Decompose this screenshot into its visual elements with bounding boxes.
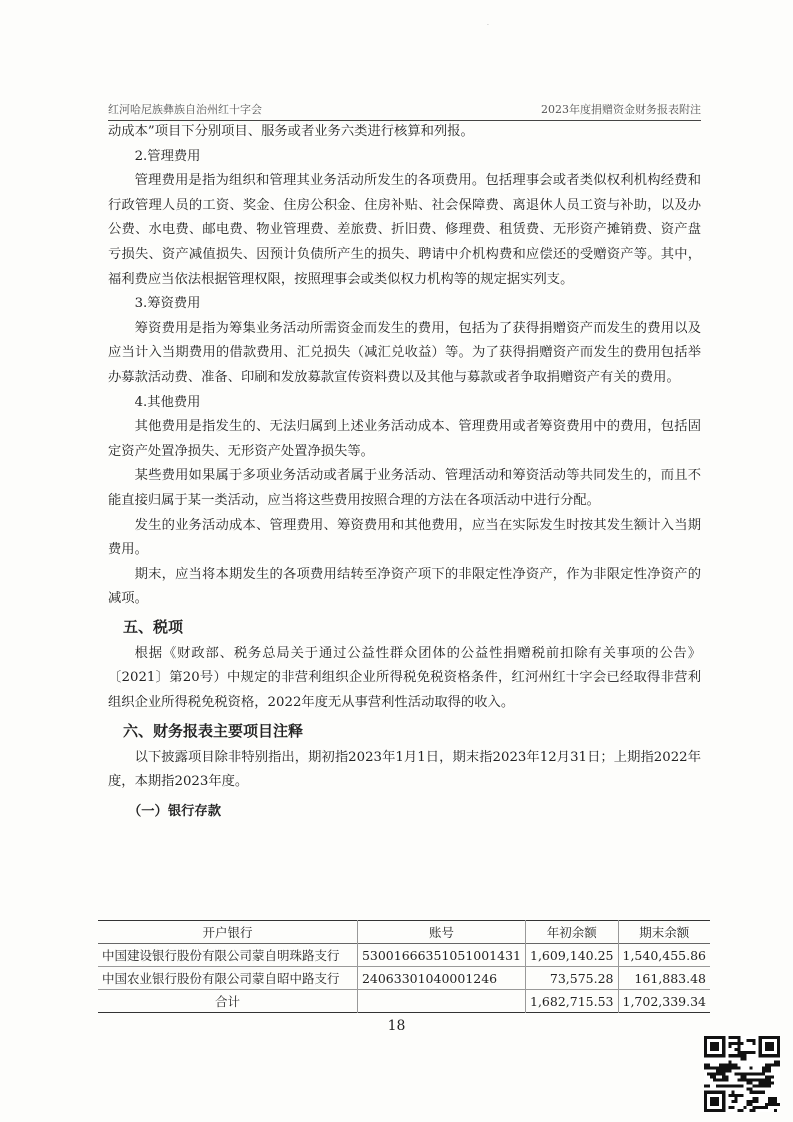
paragraph: 4.其他费用 <box>134 394 201 410</box>
paragraph: 以下披露项目除非特别指出，期初指2023年1月1日，期末指2023年12月31日；上期指2022年度，本期指2023年度。 <box>108 749 701 790</box>
paragraph: 3.筹资费用 <box>134 296 201 312</box>
paragraph: 筹资费用是指为筹集业务活动所需资金而发生的费用，包括为了获得捐赠资产而发生的费用以及应当计入当期费用的借款费用、汇兑损失（减汇兑收益）等。为了获得捐赠资产而发生的费用包括举办募款活动费、准备、印刷和发放募款宣传资料费以及其他与募款或者争取捐赠资产有关的费用。 <box>108 320 701 385</box>
col-closing: 期末余额 <box>618 921 710 944</box>
cell-closing: 1,540,455.86 <box>618 944 710 967</box>
table-total-row <box>98 990 710 1013</box>
cell-closing: 161,883.48 <box>618 967 710 990</box>
cell-opening: 1,609,140.25 <box>526 944 619 967</box>
page-number: 18 <box>387 1018 406 1034</box>
table-row <box>98 944 710 967</box>
paragraph: 2.管理费用 <box>134 148 201 164</box>
paragraph: 管理费用是指为组织和管理其业务活动所发生的各项费用。包括理事会或者类似权利机构经费和行政管理人员的工资、奖金、住房公积金、住房补贴、社会保障费、离退休人员工资与补助，以及办公费、水电费、邮电费、物业管理费、差旅费、折旧费、修理费、租赁费、无形资产摊销费、资产盘亏损失、资产减值损失、因预计负债所产生的损失、聘请中介机构费和应偿还的受赠资产等。其中，福利费应当依法根据管理权限，按照理事会或类似权力机构等的规定据实列支。 <box>108 173 701 287</box>
paragraph: 根据《财政部、税务总局关于通过公益性群众团体的公益性捐赠税前扣除有关事项的公告》〔2021〕第20号）中规定的非营利组织企业所得税免税资格条件，红河州红十字会已经取得非营利组织企业所得税免税资格，2022年度无从事营利性活动取得的收入。 <box>108 645 701 711</box>
subsection-heading: （一）银行存款 <box>127 803 222 819</box>
table-row <box>98 967 710 990</box>
section-heading: 六、财务报表主要项目注释 <box>123 721 304 740</box>
bank-deposit-table <box>98 920 710 1013</box>
cell-bank: 合计 <box>214 994 240 1009</box>
paragraph: 发生的业务活动成本、管理费用、筹资费用和其他费用，应当在实际发生时按其发生额计入当期费用。 <box>108 517 701 558</box>
paragraph: 其他费用是指发生的、无法归属到上述业务活动成本、管理费用或者筹资费用中的费用，包括固定资产处置净损失、无形资产处置净损失等。 <box>108 419 701 459</box>
header-title: 2023年度捐赠资金财务报表附注 <box>541 103 701 116</box>
section-heading: 五、税项 <box>123 617 184 636</box>
table-header-row <box>98 921 710 944</box>
cell-opening: 73,575.28 <box>526 967 619 990</box>
cell-bank: 中国农业银行股份有限公司蒙自昭中路支行 <box>102 971 340 986</box>
paragraph: 动成本”项目下分别项目、服务或者业务六类进行核算和列报。 <box>108 124 474 139</box>
page-header <box>108 100 701 121</box>
cell-account: 53001666351051001431 <box>357 944 525 967</box>
cell-account <box>357 990 525 1013</box>
header-org: 红河哈尼族彝族自治州红十字会 <box>108 103 262 116</box>
cell-opening: 1,682,715.53 <box>526 990 619 1013</box>
cell-closing: 1,702,339.34 <box>618 990 710 1013</box>
col-account: 账号 <box>357 921 525 944</box>
col-opening: 年初余额 <box>526 921 619 944</box>
body-text <box>108 120 701 827</box>
qr-code <box>704 1036 780 1112</box>
paragraph: 期末，应当将本期发生的各项费用结转至净资产项下的非限定性净资产，作为非限定性净资产的减项。 <box>108 566 701 607</box>
col-bank: 开户银行 <box>202 925 253 940</box>
dot-mark: · <box>487 22 489 29</box>
cell-account: 24063301040001246 <box>357 967 525 990</box>
paragraph: 某些费用如果属于多项业务活动或者属于业务活动、管理活动和筹资活动等共同发生的，而且不能直接归属于某一类活动，应当将这些费用按照合理的方法在各项活动中进行分配。 <box>108 468 701 508</box>
cell-bank: 中国建设银行股份有限公司蒙自明珠路支行 <box>102 948 340 963</box>
